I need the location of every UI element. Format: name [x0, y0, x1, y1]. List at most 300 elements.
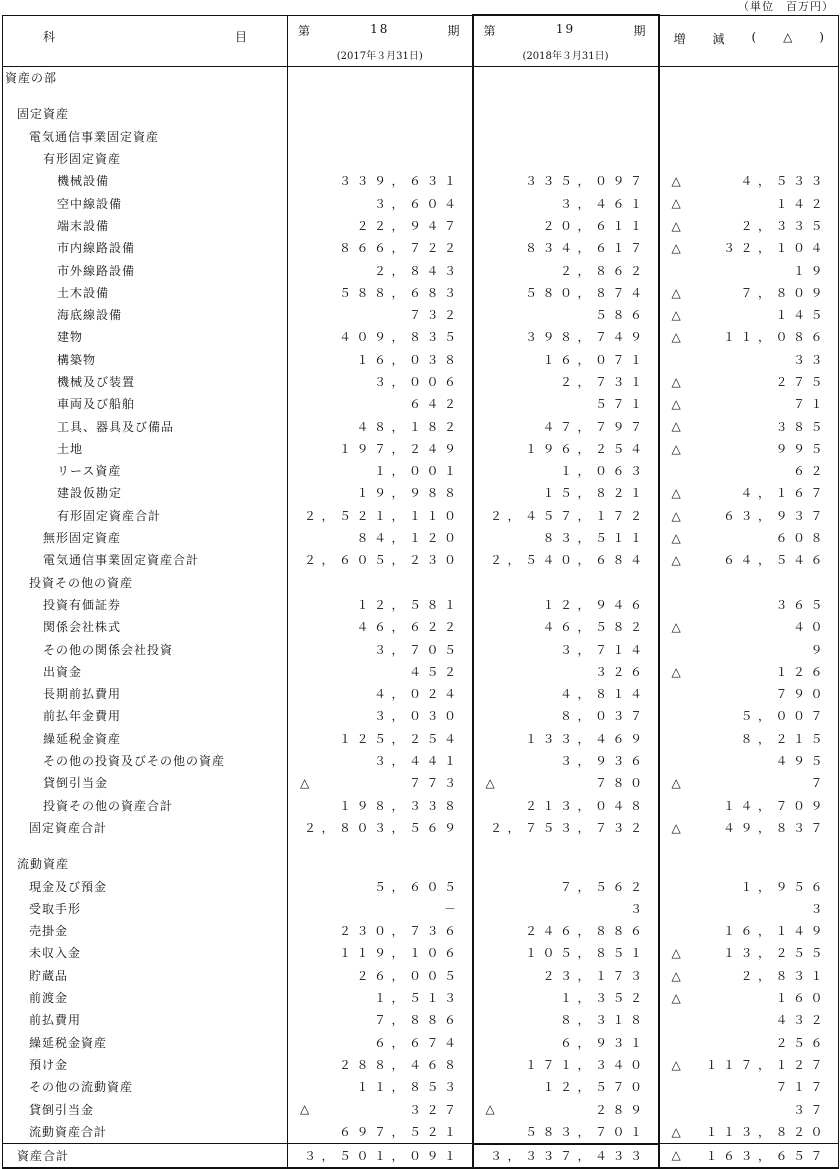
cell-value: ５８３，７０１ [524, 1124, 648, 1139]
header-p19-dai: 第 [483, 24, 498, 38]
value-fy18 [288, 237, 473, 259]
value-fy18 [288, 817, 473, 839]
value-fy19 [473, 594, 659, 616]
cell-value: ３９８，７４９ [524, 330, 648, 345]
cell-value: １６３，６５７ [705, 1148, 828, 1163]
row-label: 市内線路設備 [3, 237, 288, 259]
table-row [3, 438, 839, 460]
value-change [659, 89, 839, 103]
value-fy18 [288, 728, 473, 750]
cell-value: ２，８４３ [373, 263, 462, 278]
value-change [659, 192, 839, 214]
value-change [659, 772, 839, 794]
header-period-19 [473, 15, 659, 67]
table-row [3, 750, 839, 772]
header-kamoku-a: 科 [43, 29, 56, 44]
value-fy18 [288, 616, 473, 638]
cell-value: １，３５２ [559, 991, 648, 1006]
row-label: 未収入金 [3, 942, 288, 964]
cell-value: ７，８８６ [373, 1013, 462, 1028]
table-row [3, 170, 839, 192]
table-row [3, 661, 839, 683]
value-change [659, 638, 839, 660]
cell-value: ４，８１４ [559, 687, 648, 702]
negative-triangle-mark: △ [671, 620, 681, 635]
cell-value: ７１７ [775, 1080, 828, 1095]
cell-value: １，００１ [373, 464, 462, 479]
value-fy18 [288, 282, 473, 304]
value-fy18 [288, 750, 473, 772]
cell-value: ２６，００５ [356, 968, 462, 983]
value-fy18 [288, 215, 473, 237]
cell-value: ２５６ [775, 1035, 828, 1050]
table-row [3, 875, 839, 897]
value-fy19 [473, 349, 659, 371]
row-label: 流動資産合計 [3, 1121, 288, 1144]
value-fy19 [473, 839, 659, 853]
negative-triangle-mark: △ [671, 968, 681, 983]
cell-value: １１，８５３ [356, 1080, 462, 1095]
table-row [3, 304, 839, 326]
table-row [3, 1054, 839, 1076]
value-fy18 [288, 415, 473, 437]
negative-triangle-mark: △ [671, 330, 681, 345]
cell-value: １９８，３３８ [338, 798, 462, 813]
value-fy19 [473, 817, 659, 839]
cell-value: ８，０３７ [559, 709, 648, 724]
cell-value: ３８５ [775, 419, 828, 434]
table-body [3, 67, 839, 1169]
value-fy19 [473, 987, 659, 1009]
value-change [659, 853, 839, 875]
cell-value: ２３，１７３ [542, 968, 648, 983]
value-change [659, 170, 839, 192]
cell-value: ８，３１８ [559, 1013, 648, 1028]
cell-value: ３３９，６３１ [338, 174, 462, 189]
value-fy19 [473, 1098, 659, 1120]
row-label: 固定資産合計 [3, 817, 288, 839]
value-fy18 [288, 326, 473, 348]
value-change [659, 594, 839, 616]
table-row [3, 282, 839, 304]
negative-triangle-mark: △ [671, 1148, 681, 1163]
table-row [3, 349, 839, 371]
negative-triangle-mark: △ [300, 1102, 310, 1117]
table-row [3, 1098, 839, 1120]
row-label: 有形固定資産合計 [3, 505, 288, 527]
row-label: 現金及び預金 [3, 875, 288, 897]
cell-value: ８，２１５ [740, 731, 828, 746]
value-change [659, 148, 839, 170]
cell-value: ２７５ [775, 375, 828, 389]
header-change-triangle: △ [783, 29, 793, 44]
negative-triangle-mark: △ [671, 820, 681, 835]
value-change [659, 1009, 839, 1031]
cell-value: ３２，１０４ [722, 241, 828, 256]
cell-value: ７ [810, 776, 828, 791]
table-row [3, 415, 839, 437]
value-fy18 [288, 594, 473, 616]
value-fy18 [288, 683, 473, 705]
cell-value: ４９，８３７ [722, 820, 828, 835]
value-change [659, 282, 839, 304]
value-fy18 [288, 482, 473, 504]
value-fy19 [473, 920, 659, 942]
table-row [3, 549, 839, 571]
cell-value: １２，５７０ [542, 1080, 648, 1095]
cell-value: ８３，５１１ [542, 531, 648, 546]
value-fy19 [473, 170, 659, 192]
value-fy19 [473, 942, 659, 964]
cell-value: ５８０，８７４ [524, 285, 648, 300]
value-change [659, 326, 839, 348]
cell-value: ４，０２４ [373, 687, 462, 702]
cell-value: ８４，１２０ [356, 531, 462, 546]
value-fy18 [288, 1009, 473, 1031]
negative-triangle-mark: △ [300, 776, 310, 791]
table-row [3, 393, 839, 415]
cell-value: ３３５，０９７ [524, 174, 648, 189]
header-period-18 [288, 15, 473, 67]
spacer-row [3, 839, 839, 853]
value-fy19 [473, 237, 659, 259]
value-fy18 [288, 1054, 473, 1076]
value-fy18 [288, 572, 473, 594]
value-fy19 [473, 772, 659, 794]
row-label: 資産の部 [3, 67, 288, 90]
value-change [659, 438, 839, 460]
value-change [659, 750, 839, 772]
value-change [659, 965, 839, 987]
cell-value: ４，５３３ [740, 174, 828, 189]
value-change [659, 304, 839, 326]
row-label: 建物 [3, 326, 288, 348]
table-row [3, 638, 839, 660]
row-label: 関係会社株式 [3, 616, 288, 638]
row-label: 資産合計 [3, 1144, 288, 1168]
row-label: 前払年金費用 [3, 705, 288, 727]
value-change [659, 505, 839, 527]
negative-triangle-mark: △ [671, 241, 681, 256]
value-fy19 [473, 460, 659, 482]
value-change [659, 67, 839, 90]
negative-triangle-mark: △ [671, 196, 681, 211]
table-row [3, 728, 839, 750]
cell-value: １９，９８８ [356, 486, 462, 501]
table-row [3, 853, 839, 875]
value-fy18 [288, 89, 473, 103]
cell-value: ３７ [792, 1102, 828, 1117]
cell-value: ５８６ [594, 308, 648, 323]
value-fy18 [288, 1098, 473, 1120]
row-label: 出資金 [3, 661, 288, 683]
cell-value: ２０，６１１ [542, 218, 648, 233]
cell-value: ５，００７ [740, 709, 828, 724]
negative-triangle-mark: △ [671, 530, 681, 545]
cell-value: ２，８６２ [559, 263, 648, 278]
table-row [3, 817, 839, 839]
cell-value: ４９５ [775, 754, 828, 769]
value-change [659, 393, 839, 415]
value-fy19 [473, 750, 659, 772]
row-label: 電気通信事業固定資産合計 [3, 549, 288, 571]
row-label: 固定資産 [3, 103, 288, 125]
cell-value: １９７，２４９ [338, 441, 462, 456]
cell-value: ３３ [792, 352, 828, 367]
cell-value: ２，４５７，１７２ [489, 508, 648, 523]
cell-value: １２，９４６ [542, 597, 648, 612]
cell-value: ２，６０５，２３０ [303, 553, 462, 568]
table-row [3, 942, 839, 964]
cell-value: ７，５６２ [559, 879, 648, 894]
table-row [3, 67, 839, 90]
row-label: 工具、器具及び備品 [3, 415, 288, 437]
header-kamoku [3, 15, 288, 67]
cell-value: ２８８，４６８ [338, 1057, 462, 1072]
cell-value: １０５，８５１ [524, 946, 648, 961]
row-label: 有形固定資産 [3, 148, 288, 170]
header-p18-ki: 期 [447, 23, 462, 38]
table-row [3, 965, 839, 987]
value-change [659, 987, 839, 1009]
cell-value: ３，９３６ [559, 754, 648, 769]
value-change [659, 817, 839, 839]
value-fy18 [288, 839, 473, 853]
row-label: 建設仮勘定 [3, 482, 288, 504]
value-change [659, 875, 839, 897]
value-fy19 [473, 683, 659, 705]
row-label: 市外線路設備 [3, 259, 288, 281]
cell-value: ６０８ [775, 531, 828, 546]
cell-value: １４，７０９ [722, 798, 828, 813]
header-change-lparen: ( [751, 29, 757, 44]
spacer-row [3, 89, 839, 103]
table-row [3, 126, 839, 148]
value-change [659, 415, 839, 437]
cell-value: ４３２ [775, 1013, 828, 1028]
value-fy19 [473, 415, 659, 437]
cell-value: １，９５６ [740, 879, 828, 894]
row-label: 車両及び船舶 [3, 393, 288, 415]
table-row [3, 148, 839, 170]
row-label: 受取手形 [3, 898, 288, 920]
value-fy18 [288, 920, 473, 942]
value-change [659, 661, 839, 683]
value-fy18 [288, 438, 473, 460]
header-change-gen: 減 [712, 31, 725, 46]
value-fy19 [473, 549, 659, 571]
cell-value: ２，５４０，６８４ [489, 553, 648, 568]
value-fy19 [473, 1144, 659, 1168]
value-fy19 [473, 126, 659, 148]
negative-triangle-mark: △ [671, 1057, 681, 1072]
cell-value: ２４６，８８６ [524, 924, 648, 939]
value-fy18 [288, 705, 473, 727]
cell-value: ６３，９３７ [722, 508, 828, 523]
value-change [659, 728, 839, 750]
value-fy19 [473, 853, 659, 875]
cell-value: ３６５ [775, 597, 828, 612]
value-change [659, 349, 839, 371]
value-fy18 [288, 192, 473, 214]
row-label: 預け金 [3, 1054, 288, 1076]
cell-value: ９ [810, 642, 828, 657]
cell-value: １９ [792, 263, 828, 278]
negative-triangle-mark: △ [671, 946, 681, 961]
row-label: 貸倒引当金 [3, 1098, 288, 1120]
table-row [3, 505, 839, 527]
value-fy18 [288, 349, 473, 371]
value-fy19 [473, 148, 659, 170]
cell-value: ９９５ [775, 441, 828, 456]
value-fy19 [473, 304, 659, 326]
cell-value: ３２６ [594, 664, 648, 679]
cell-value: １７１，３４０ [524, 1057, 648, 1072]
value-fy19 [473, 616, 659, 638]
cell-value: ２８９ [594, 1102, 648, 1117]
value-fy18 [288, 1031, 473, 1053]
row-label: その他の流動資産 [3, 1076, 288, 1098]
value-fy19 [473, 1121, 659, 1144]
negative-triangle-mark: △ [671, 174, 681, 189]
value-fy18 [288, 304, 473, 326]
cell-value: ６，９３１ [559, 1035, 648, 1050]
cell-value: １３３，４６９ [524, 731, 648, 746]
value-fy19 [473, 1054, 659, 1076]
value-change [659, 898, 839, 920]
cell-value: １１３，８２０ [705, 1125, 828, 1140]
negative-triangle-mark: △ [671, 441, 681, 456]
value-fy18 [288, 527, 473, 549]
negative-triangle-mark: △ [671, 776, 681, 791]
value-change [659, 1054, 839, 1076]
header-p18-dai: 第 [298, 23, 313, 38]
value-fy18 [288, 772, 473, 794]
table-row [3, 1076, 839, 1098]
table-row [3, 482, 839, 504]
cell-value: ７，８０９ [740, 285, 828, 300]
row-label: 機械設備 [3, 170, 288, 192]
value-fy18 [288, 661, 473, 683]
negative-triangle-mark: △ [485, 776, 495, 791]
cell-value: １４２ [775, 196, 828, 211]
negative-triangle-mark: △ [671, 397, 681, 412]
value-fy19 [473, 326, 659, 348]
value-change [659, 920, 839, 942]
table-row [3, 1031, 839, 1053]
table-row [3, 326, 839, 348]
unit-label: （単位 百万円） [738, 0, 834, 13]
cell-value: １１，０８６ [722, 330, 828, 345]
value-fy18 [288, 965, 473, 987]
value-fy18 [288, 460, 473, 482]
cell-value: ６４，５４６ [722, 553, 828, 568]
row-label: その他の関係会社投資 [3, 638, 288, 660]
value-fy19 [473, 505, 659, 527]
row-label: 売掛金 [3, 920, 288, 942]
value-fy18 [288, 987, 473, 1009]
cell-value: ３，３３７，４３３ [489, 1149, 648, 1164]
cell-value: ４６，６２２ [356, 620, 462, 635]
table-row [3, 594, 839, 616]
cell-value: ４，１６７ [740, 486, 828, 501]
value-fy18 [288, 371, 473, 393]
value-fy19 [473, 89, 659, 103]
table-row [3, 795, 839, 817]
header-change-rparen: ) [819, 29, 824, 44]
row-label: 投資その他の資産合計 [3, 795, 288, 817]
value-fy19 [473, 282, 659, 304]
row-label: 流動資産 [3, 853, 288, 875]
cell-value: ６４２ [408, 397, 462, 412]
negative-triangle-mark: △ [485, 1102, 495, 1117]
table-row [3, 1121, 839, 1144]
value-change [659, 482, 839, 504]
cell-value: ４０ [792, 620, 828, 635]
value-fy19 [473, 898, 659, 920]
cell-value: ２３０，７３６ [338, 924, 462, 939]
value-fy19 [473, 728, 659, 750]
row-label: 貸倒引当金 [3, 772, 288, 794]
cell-value: － [443, 901, 462, 916]
value-fy19 [473, 661, 659, 683]
header-p18-date: (2017年３月31日) [336, 50, 423, 62]
negative-triangle-mark: △ [671, 553, 681, 568]
negative-triangle-mark: △ [671, 419, 681, 434]
value-fy18 [288, 1144, 473, 1168]
cell-value: ２，３３５ [740, 218, 828, 233]
value-fy19 [473, 103, 659, 125]
value-change [659, 215, 839, 237]
row-label: リース資産 [3, 460, 288, 482]
row-label: 空中線設備 [3, 192, 288, 214]
value-fy18 [288, 170, 473, 192]
value-change [659, 1144, 839, 1168]
value-change [659, 237, 839, 259]
cell-value: ３ [629, 901, 648, 916]
value-fy18 [288, 126, 473, 148]
cell-value: １１７，１２７ [705, 1057, 828, 1072]
value-change [659, 572, 839, 594]
header-p19-date: (2018年３月31日) [522, 51, 609, 62]
value-fy19 [473, 215, 659, 237]
cell-value: １４５ [775, 308, 828, 323]
value-fy19 [473, 259, 659, 281]
value-fy19 [473, 795, 659, 817]
value-change [659, 259, 839, 281]
cell-value: １６０ [775, 991, 828, 1006]
row-label: 海底線設備 [3, 304, 288, 326]
table-row [3, 192, 839, 214]
row-label: 繰延税金資産 [3, 1031, 288, 1053]
row-label: 前払費用 [3, 1009, 288, 1031]
table-row [3, 215, 839, 237]
negative-triangle-mark: △ [671, 307, 681, 322]
cell-value: ２，８３１ [740, 968, 828, 983]
cell-value: ４５２ [408, 664, 462, 679]
value-fy18 [288, 103, 473, 125]
table-row [3, 103, 839, 125]
table-row [3, 705, 839, 727]
value-change [659, 1031, 839, 1053]
value-change [659, 371, 839, 393]
cell-value: ３２７ [408, 1102, 462, 1117]
value-change [659, 103, 839, 125]
negative-triangle-mark: △ [671, 664, 681, 679]
cell-value: ２，７３１ [559, 375, 648, 389]
value-fy18 [288, 67, 473, 90]
negative-triangle-mark: △ [671, 990, 681, 1005]
